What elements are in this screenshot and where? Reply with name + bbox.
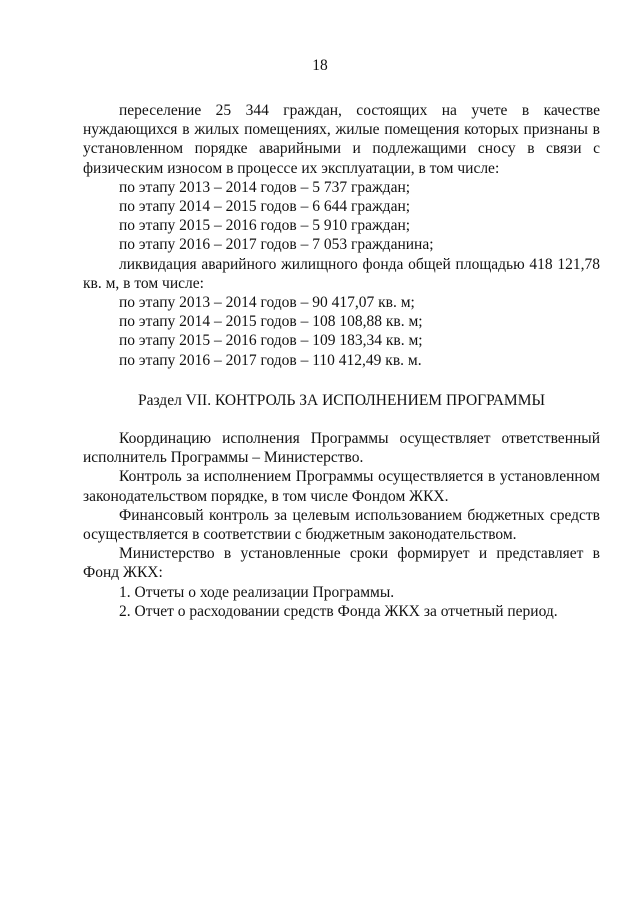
- liquidation-stage-2015-2016: по этапу 2015 – 2016 годов – 109 183,34 кв. м;: [119, 332, 423, 350]
- resettlement-paragraph: переселение 25 344 граждан, состоящих на учете в качестве нуждающихся в жилых помещениях, жилые помещения которых признаны в установленном порядке аварийными и подлежащими сносу в связи с физическим износом в процессе их эксплуатации, в том числе:: [83, 102, 600, 177]
- resettlement-stage-2015-2016: по этапу 2015 – 2016 годов – 5 910 граждан;: [119, 217, 411, 235]
- resettlement-stage-2014-2015: по этапу 2014 – 2015 годов – 6 644 граждан;: [119, 198, 411, 216]
- liquidation-stage-2016-2017: по этапу 2016 – 2017 годов – 110 412,49 кв. м.: [119, 351, 422, 369]
- page-number: 18: [312, 57, 328, 74]
- liquidation-stage-2014-2015: по этапу 2014 – 2015 годов – 108 108,88 кв. м;: [119, 313, 423, 331]
- financial-control-paragraph: Финансовый контроль за целевым использованием бюджетных средств осуществляется в соответствии с бюджетным законодательством.: [83, 506, 600, 544]
- ministry-reports-paragraph: Министерство в установленные сроки формирует и представляет в Фонд ЖКХ:: [83, 545, 600, 582]
- liquidation-paragraph: ликвидация аварийного жилищного фонда общей площадью 418 121,78 кв. м, в том числе:: [83, 255, 600, 292]
- report-list-item-2: 2. Отчет о расходовании средств Фонда ЖКХ за отчетный период.: [119, 602, 558, 620]
- coordination-paragraph: Координацию исполнения Программы осуществляет ответственный исполнитель Программы – Министерство.: [83, 430, 600, 467]
- section-heading: Раздел VII. КОНТРОЛЬ ЗА ИСПОЛНЕНИЕМ ПРОГРАММЫ: [137, 391, 546, 409]
- liquidation-stage-2013-2014: по этапу 2013 – 2014 годов – 90 417,07 кв. м;: [119, 294, 415, 312]
- document-body: [83, 101, 600, 621]
- resettlement-stage-2013-2014: по этапу 2013 – 2014 годов – 5 737 граждан;: [119, 178, 411, 196]
- control-paragraph: Контроль за исполнением Программы осуществляется в установленном законодательством порядке, в том числе Фондом ЖКХ.: [83, 468, 600, 505]
- resettlement-stage-2016-2017: по этапу 2016 – 2017 годов – 7 053 гражданина;: [119, 236, 434, 254]
- report-list-item-1: 1. Отчеты о ходе реализации Программы.: [119, 583, 395, 601]
